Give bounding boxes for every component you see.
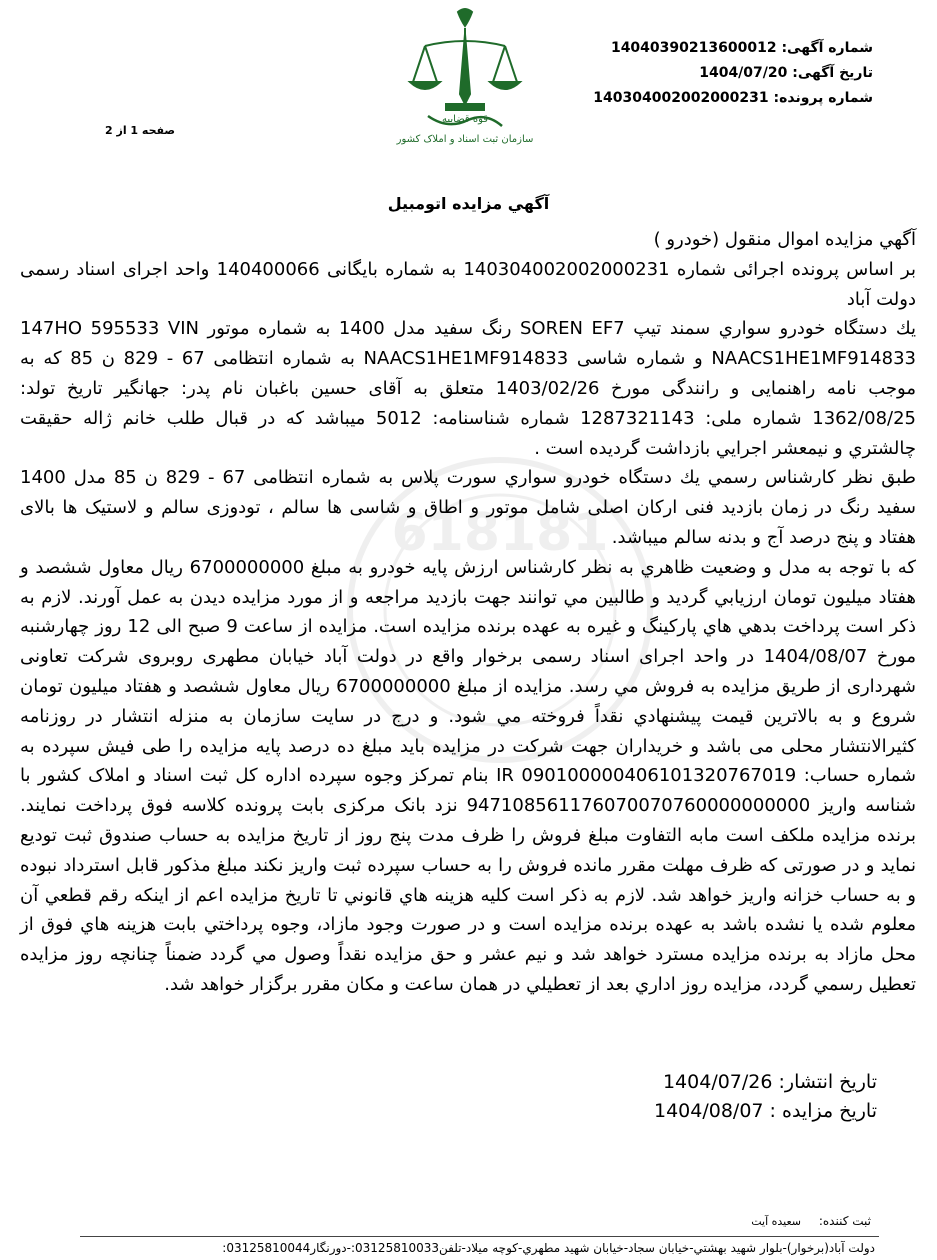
notice-number: 14040390213600012 <box>610 40 777 56</box>
paragraph-case: بر اساس پرونده اجرائی شماره 140304002002000231 به شماره بایگانی 140400066 واحد اجرای اسناد رسمی دولت آباد <box>20 258 916 310</box>
auction-date-label: تاریخ مزایده : <box>769 1100 877 1122</box>
watermark-number: 618181 <box>391 503 609 563</box>
case-number-row <box>553 86 873 111</box>
registrar <box>751 1214 871 1228</box>
emblem-caption-1: قوه قضاییه <box>441 114 489 125</box>
auction-date-row <box>547 1097 877 1126</box>
paragraph-expert: طبق نظر کارشناس رسمي يك دستگاه خودرو سواري سورت پلاس به شماره انتظامی 67 - 829 ن 85 مدل 1400 سفيد رنگ در زمان بازدید فنی ارکان اصلی شامل موتور و اطاق و شاسی ها سالم ، تودوزی سالم و لاستیک ها بالای هفتاد و پنج درصد آج و بدنه سالم میباشد. <box>20 467 916 548</box>
registrar-name: سعیده آیت <box>751 1215 802 1228</box>
dates-block <box>547 1068 877 1126</box>
paragraph-heading: آگهي مزايده اموال منقول (خودرو ) <box>653 229 916 250</box>
registrar-label: ثبت کننده: <box>818 1214 871 1228</box>
notice-number-label: شماره آگهی: <box>781 40 873 56</box>
case-number-label: شماره پرونده: <box>773 90 873 106</box>
document-title: آگهي مزايده اتومبيل <box>387 194 550 213</box>
notice-body <box>20 225 916 1000</box>
emblem-caption-2: سازمان ثبت اسناد و املاک کشور <box>396 134 534 145</box>
notice-number-row <box>553 36 873 61</box>
footer-divider <box>80 1236 879 1237</box>
paragraph-terms: که با توجه به مدل و وضعيت ظاهري به نظر کارشناس ارزش پایه خودرو به مبلغ 6700000000 ریال معاول ششصد و هفتاد میلیون تومان ارزيابي گرديد و طالبين مي توانند جهت بازديد مراجعه و از مورد مزايده ديدن به عمل آورند. لازم به ذكر است پرداخت بدهي هاي پاركينگ و غيره به عهده برنده مزايده است. مزایده از ساعت 9 صبح الی 12 روز چهارشنبه مورخ 1404/08/07 در واحد اجرای اسناد رسمی برخوار واقع در دولت آباد خیابان مطهری روبروی شرکت تعاونی شهرداری از طريق مزايده به فروش مي رسد. مزايده از مبلغ 6700000000 ريال معاول ششصد و هفتاد میلیون تومان شروع و به بالاترين قيمت پيشنهادي نقداً فروخته مي شود. و درج در سایت سازمان به منزله انتشار در روزنامه کثیرالانتشار محلی می باشد و خریداران جهت شرکت در مزایده باید مبلغ ده درصد پایه مزایده را طی فیش سپرده به شماره حساب: IR 090100000406101320767019 بنام تمرکز وجوه سپرده اداره کل ثبت اسناد و املاک کشور با شناسه واریز 947108561176070070760000000000 نزد بانک مرکزی بابت پرونده کلاسه فوق پرداخت نمایند. برنده مزایده ملکف است مابه التفاوت مبلغ فروش را ظرف مدت پنج روز از تاریخ مزایده به حساب صندوق ثبت توديع نماید و در صورتی که ظرف مهلت مقرر مانده فروش را به حساب سپرده ثبت واریز نکند مبلغ مذکور قابل استرداد نبوده و به حساب خزانه واریز خواهد شد. لازم به ذکر است کلیه هزینه هاي قانوني تا تاريخ مزايده اعم از اينكه رقم قطعي آن معلوم شده يا نشده باشد به عهده برنده مزايده است و در صورت وجود مازاد، وجوه پرداختي بابت هزينه هاي فوق از محل مازاد به برنده مزايده مسترد خواهد شد و نيم عشر و حق مزايده نقداً وصول مي گردد ضمناً چنانچه روز مزايده تعطيل رسمي گردد، مزايده روز اداري بعد از تعطيلي در همان ساعت و مكان مقرر برگزار خواهد شد. <box>20 556 917 995</box>
publish-date: 1404/07/26 <box>662 1071 773 1093</box>
case-number: 140304002002000231 <box>593 90 769 106</box>
notice-date: 1404/07/20 <box>699 65 788 81</box>
notice-meta <box>553 36 873 111</box>
judiciary-emblem-logo <box>380 4 550 154</box>
footer-address: دولت آباد(برخوار)-بلوار شهيد بهشتي-خيابان سجاد-خيابان شهيد مطهري-كوچه ميلاد-تلفن03125810033:-دورنگار03125810044: <box>222 1241 875 1255</box>
paragraph-vehicle: يك دستگاه خودرو سواري سمند تيپ SOREN EF7 رنگ سفيد مدل 1400 به شماره موتور 147HO 595533 VIN NAACS1HE1MF914833 و شماره شاسی NAACS1HE1MF914833 به شماره انتظامی 67 - 829 ن 85 که به موجب نامه راهنمایی و رانندگی مورخ 1403/02/26 متعلق به آقای حسین باغبان نام پدر: جهانگیر تاریخ تولد: 1362/08/25 شماره ملی: 1287321143 شماره شناسنامه: 5012 میباشد که در قبال طلب خانم ژاله حقیقت چالشتري و نیمعشر اجرايي بازداشت گرديده است . <box>20 318 916 459</box>
auction-date: 1404/08/07 <box>653 1100 764 1122</box>
notice-date-label: تاریخ آگهی: <box>792 65 873 81</box>
publish-date-row <box>547 1068 877 1097</box>
notice-date-row <box>553 61 873 86</box>
page-number: صفحه 1 از 2 <box>105 124 176 137</box>
publish-date-label: تاریخ انتشار: <box>778 1071 877 1093</box>
